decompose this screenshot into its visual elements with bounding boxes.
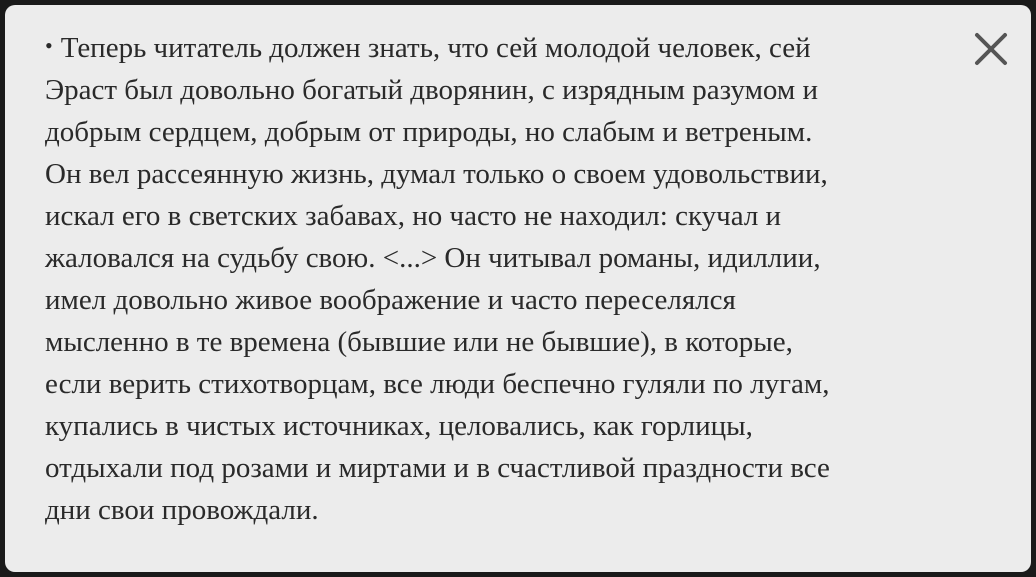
text-line: жаловался на судьбу свою. <...> Он читывал романы, идиллии, <box>45 242 821 274</box>
text-line-content: Теперь читатель должен знать, что сей молодой человек, сей <box>60 32 811 64</box>
text-line: купались в чистых источниках, целовались, как горлицы, <box>45 410 753 442</box>
text-line: мысленно в те времена (бывшие или не бывшие), в которые, <box>45 326 793 358</box>
text-line: имел довольно живое воображение и часто переселялся <box>45 284 736 316</box>
close-button[interactable] <box>971 29 1011 69</box>
text-line: добрым сердцем, добрым от природы, но слабым и ветреным. <box>45 116 813 148</box>
text-line: отдыхали под розами и миртами и в счастливой праздности все <box>45 452 830 484</box>
text-line: дни свои провождали. <box>45 494 319 526</box>
text-line: если верить стихотворцам, все люди беспечно гуляли по лугам, <box>45 368 830 400</box>
close-icon <box>971 29 1011 69</box>
quote-text <box>45 27 1015 531</box>
text-popup <box>5 5 1031 572</box>
text-line: Он вел рассеянную жизнь, думал только о своем удовольствии, <box>45 158 828 190</box>
text-line: Эраст был довольно богатый дворянин, с изрядным разумом и <box>45 74 819 106</box>
text-line: искал его в светских забавах, но часто не находил: скучал и <box>45 200 782 232</box>
text-line <box>45 27 1015 69</box>
bullet-icon: • <box>45 33 53 58</box>
